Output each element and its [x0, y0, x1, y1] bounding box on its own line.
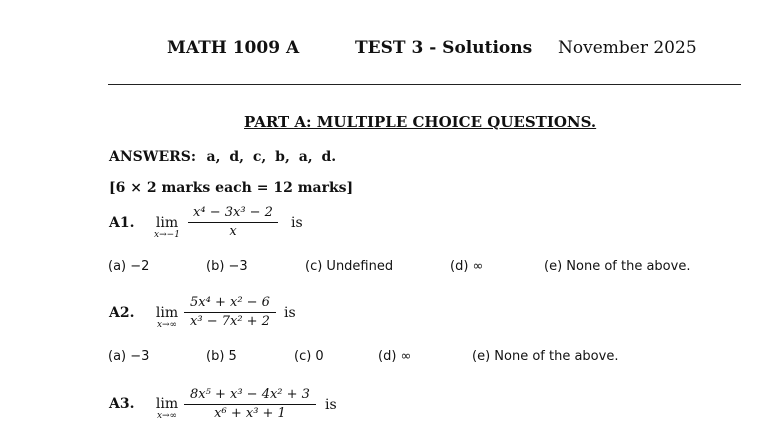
option-b: (b) 5 [206, 349, 237, 364]
question-label: A2. [109, 305, 135, 321]
answers-line [109, 149, 336, 165]
limit-fraction [184, 294, 276, 331]
option-c: (c) 0 [294, 349, 324, 364]
fraction-numerator: x⁴ − 3x³ − 2 [188, 204, 278, 223]
fraction-denominator: x⁶ + x³ + 1 [214, 406, 286, 421]
option-a: (a) −2 [108, 259, 150, 274]
header-divider [108, 84, 741, 85]
part-a-title: PART A: MULTIPLE CHOICE QUESTIONS. [244, 113, 597, 131]
option-a: (a) −3 [108, 349, 150, 364]
fraction-numerator: 8x⁵ + x³ − 4x² + 3 [184, 386, 316, 405]
fraction-denominator: x [229, 224, 237, 239]
limit-word: lim [155, 305, 179, 321]
question-label: A3. [109, 396, 135, 412]
limit-operator [150, 397, 184, 421]
limit-subscript: x→−1 [154, 230, 180, 240]
question-suffix: is [325, 397, 337, 413]
question-suffix: is [284, 305, 296, 321]
option-b: (b) −3 [206, 259, 248, 274]
test-date: November 2025 [558, 38, 697, 58]
limit-word: lim [155, 215, 179, 231]
limit-operator [150, 216, 184, 240]
option-e: (e) None of the above. [472, 349, 619, 364]
option-d: (d) ∞ [378, 349, 412, 364]
answers-values: a, d, c, b, a, d. [206, 149, 337, 165]
marks-note: [6 × 2 marks each = 12 marks] [109, 180, 354, 196]
question-suffix: is [291, 215, 303, 231]
course-code: MATH 1009 A [167, 38, 300, 58]
fraction-denominator: x³ − 7x² + 2 [190, 314, 270, 329]
limit-operator [150, 306, 184, 330]
question-label: A1. [109, 215, 135, 231]
limit-fraction [188, 204, 278, 241]
answers-label: ANSWERS: [109, 149, 197, 165]
fraction-numerator: 5x⁴ + x² − 6 [184, 294, 276, 313]
limit-fraction [184, 386, 316, 423]
limit-subscript: x→∞ [156, 411, 178, 421]
option-d: (d) ∞ [450, 259, 484, 274]
option-e: (e) None of the above. [544, 259, 691, 274]
limit-word: lim [155, 396, 179, 412]
limit-subscript: x→∞ [156, 320, 178, 330]
test-title: TEST 3 - Solutions [355, 38, 533, 58]
option-c: (c) Undefined [305, 259, 394, 274]
